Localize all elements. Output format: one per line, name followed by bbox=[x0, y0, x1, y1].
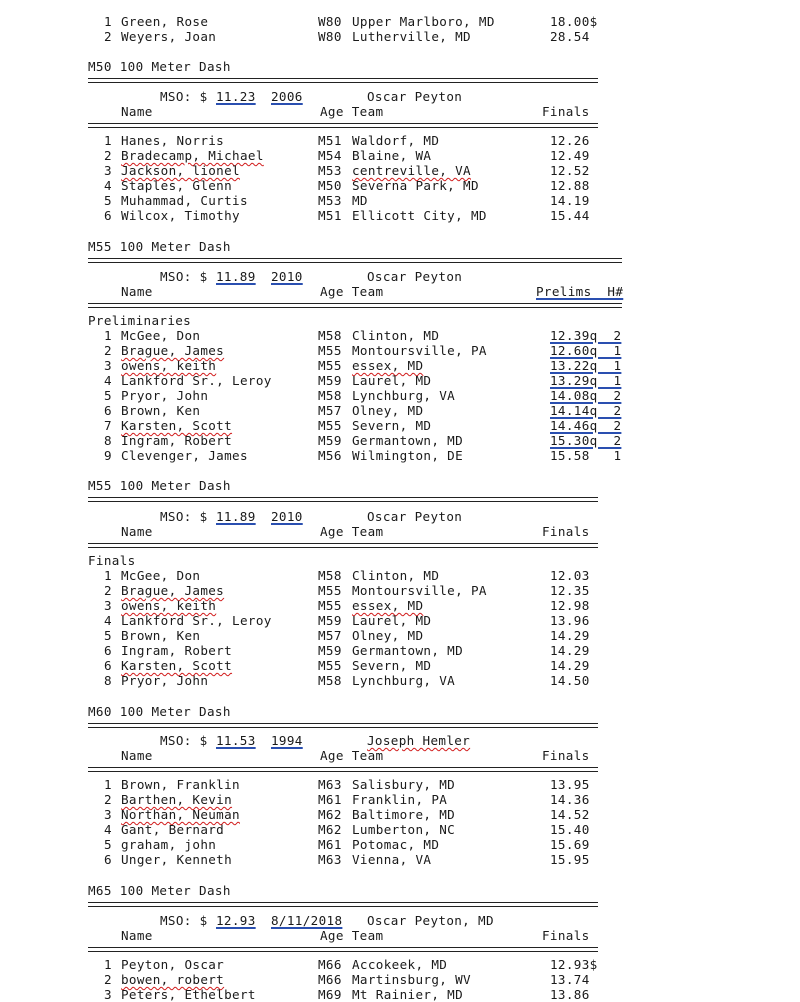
athlete-name: Karsten, Scott bbox=[121, 658, 233, 673]
double-rule-divider bbox=[88, 497, 598, 502]
athlete-name: Brague, James bbox=[121, 343, 225, 358]
result-mark: 14.50 bbox=[550, 673, 590, 688]
record-label: MSO: $ bbox=[160, 913, 208, 928]
age-group: M54 bbox=[318, 148, 342, 163]
age-group: M59 bbox=[318, 643, 342, 658]
column-header-age-team: Age Team bbox=[320, 284, 384, 299]
athlete-team: essex, MD bbox=[352, 598, 424, 613]
event-title: M60 100 Meter Dash bbox=[88, 704, 231, 719]
age-group: M63 bbox=[318, 852, 342, 867]
column-header-mark: Prelims H# bbox=[536, 284, 624, 299]
result-mark: 15.30q 2 bbox=[550, 433, 622, 448]
age-group: M53 bbox=[318, 193, 342, 208]
double-rule-divider bbox=[88, 767, 598, 772]
result-place: 3 bbox=[104, 987, 112, 1002]
result-place: 6 bbox=[104, 403, 112, 418]
result-place: 5 bbox=[104, 193, 112, 208]
result-mark: 12.03 bbox=[550, 568, 590, 583]
result-mark: 14.29 bbox=[550, 658, 590, 673]
result-mark: 15.95 bbox=[550, 852, 590, 867]
double-rule-divider bbox=[88, 723, 598, 728]
athlete-team: Baltimore, MD bbox=[352, 807, 456, 822]
athlete-team: Laurel, MD bbox=[352, 613, 432, 628]
athlete-name: Bradecamp, Michael bbox=[121, 148, 264, 163]
result-mark: 12.35 bbox=[550, 583, 590, 598]
athlete-team: Montoursville, PA bbox=[352, 343, 487, 358]
athlete-team: Salisbury, MD bbox=[352, 777, 456, 792]
result-mark: 12.49 bbox=[550, 148, 590, 163]
athlete-name: Clevenger, James bbox=[121, 448, 248, 463]
result-mark: 14.52 bbox=[550, 807, 590, 822]
athlete-name: Brown, Franklin bbox=[121, 777, 240, 792]
result-place: 7 bbox=[104, 418, 112, 433]
athlete-team: Blaine, WA bbox=[352, 148, 432, 163]
age-group: M62 bbox=[318, 807, 342, 822]
age-group: M55 bbox=[318, 358, 342, 373]
column-header-mark: Finals bbox=[542, 928, 590, 943]
athlete-name: Hanes, Norris bbox=[121, 133, 225, 148]
result-place: 4 bbox=[104, 822, 112, 837]
age-group: M58 bbox=[318, 328, 342, 343]
result-place: 6 bbox=[104, 208, 112, 223]
athlete-name: Brown, Ken bbox=[121, 628, 201, 643]
result-mark: 18.00$ bbox=[550, 14, 598, 29]
result-place: 6 bbox=[104, 852, 112, 867]
result-mark: 13.96 bbox=[550, 613, 590, 628]
result-place: 1 bbox=[104, 568, 112, 583]
result-mark: 14.29 bbox=[550, 628, 590, 643]
record-label: MSO: $ bbox=[160, 733, 208, 748]
result-mark: 12.26 bbox=[550, 133, 590, 148]
result-place: 3 bbox=[104, 358, 112, 373]
athlete-name: Pryor, John bbox=[121, 388, 209, 403]
age-group: M55 bbox=[318, 598, 342, 613]
column-header-mark: Finals bbox=[542, 524, 590, 539]
result-place: 2 bbox=[104, 29, 112, 44]
result-place: 2 bbox=[104, 583, 112, 598]
column-header-name: Name bbox=[121, 928, 153, 943]
age-group: M56 bbox=[318, 448, 342, 463]
result-place: 3 bbox=[104, 807, 112, 822]
column-header-name: Name bbox=[121, 524, 153, 539]
athlete-name: Staples, Glenn bbox=[121, 178, 233, 193]
age-group: M51 bbox=[318, 133, 342, 148]
age-group: M61 bbox=[318, 792, 342, 807]
event-title: M65 100 Meter Dash bbox=[88, 883, 231, 898]
result-place: 2 bbox=[104, 972, 112, 987]
athlete-team: Severn, MD bbox=[352, 658, 432, 673]
athlete-team: Clinton, MD bbox=[352, 328, 440, 343]
result-mark: 13.22q 1 bbox=[550, 358, 622, 373]
record-time: 11.53 bbox=[216, 733, 256, 748]
age-group: W80 bbox=[318, 29, 342, 44]
column-header-age-team: Age Team bbox=[320, 524, 384, 539]
athlete-name: owens, keith bbox=[121, 598, 217, 613]
result-place: 3 bbox=[104, 163, 112, 178]
event-title: M50 100 Meter Dash bbox=[88, 59, 231, 74]
column-header-name: Name bbox=[121, 284, 153, 299]
record-holder: Oscar Peyton bbox=[367, 269, 463, 284]
result-mark: 12.60q 1 bbox=[550, 343, 622, 358]
result-place: 4 bbox=[104, 373, 112, 388]
column-header-name: Name bbox=[121, 104, 153, 119]
athlete-team: Franklin, PA bbox=[352, 792, 448, 807]
result-place: 1 bbox=[104, 957, 112, 972]
record-label: MSO: $ bbox=[160, 89, 208, 104]
age-group: M55 bbox=[318, 658, 342, 673]
athlete-team: Wilmington, DE bbox=[352, 448, 464, 463]
record-holder: Joseph Hemler bbox=[367, 733, 471, 748]
result-mark: 12.52 bbox=[550, 163, 590, 178]
result-place: 8 bbox=[104, 673, 112, 688]
record-holder: Oscar Peyton, MD bbox=[367, 913, 494, 928]
athlete-name: Lankford Sr., Leroy bbox=[121, 373, 272, 388]
result-mark: 13.74 bbox=[550, 972, 590, 987]
athlete-team: Mt Rainier, MD bbox=[352, 987, 464, 1002]
result-place: 8 bbox=[104, 433, 112, 448]
age-group: M53 bbox=[318, 163, 342, 178]
athlete-team: Lynchburg, VA bbox=[352, 673, 456, 688]
athlete-name: Ingram, Robert bbox=[121, 643, 233, 658]
double-rule-divider bbox=[88, 258, 622, 263]
age-group: M58 bbox=[318, 568, 342, 583]
athlete-team: Severna Park, MD bbox=[352, 178, 479, 193]
age-group: M57 bbox=[318, 403, 342, 418]
double-rule-divider bbox=[88, 78, 598, 83]
athlete-team: Martinsburg, WV bbox=[352, 972, 471, 987]
athlete-team: essex, MD bbox=[352, 358, 424, 373]
athlete-name: Peters, Ethelbert bbox=[121, 987, 256, 1002]
result-mark: 13.86 bbox=[550, 987, 590, 1002]
athlete-name: McGee, Don bbox=[121, 328, 201, 343]
athlete-name: Muhammad, Curtis bbox=[121, 193, 248, 208]
athlete-team: Lutherville, MD bbox=[352, 29, 471, 44]
result-mark: 14.46q 2 bbox=[550, 418, 622, 433]
athlete-team: Laurel, MD bbox=[352, 373, 432, 388]
result-place: 1 bbox=[104, 133, 112, 148]
athlete-name: Unger, Kenneth bbox=[121, 852, 233, 867]
age-group: M59 bbox=[318, 613, 342, 628]
age-group: M69 bbox=[318, 987, 342, 1002]
athlete-name: Barthen, Kevin bbox=[121, 792, 233, 807]
athlete-name: Wilcox, Timothy bbox=[121, 208, 240, 223]
record-time: 12.93 bbox=[216, 913, 256, 928]
double-rule-divider bbox=[88, 303, 622, 308]
result-place: 1 bbox=[104, 14, 112, 29]
result-mark: 13.29q 1 bbox=[550, 373, 622, 388]
age-group: M50 bbox=[318, 178, 342, 193]
athlete-team: Accokeek, MD bbox=[352, 957, 448, 972]
record-date: 2006 bbox=[271, 89, 303, 104]
record-date: 2010 bbox=[271, 269, 303, 284]
result-mark: 13.95 bbox=[550, 777, 590, 792]
age-group: M61 bbox=[318, 837, 342, 852]
athlete-name: Peyton, Oscar bbox=[121, 957, 225, 972]
athlete-team: Waldorf, MD bbox=[352, 133, 440, 148]
athlete-name: Gant, Bernard bbox=[121, 822, 225, 837]
column-header-age-team: Age Team bbox=[320, 748, 384, 763]
event-title: M55 100 Meter Dash bbox=[88, 478, 231, 493]
record-date: 1994 bbox=[271, 733, 303, 748]
column-header-mark: Finals bbox=[542, 104, 590, 119]
result-place: 4 bbox=[104, 613, 112, 628]
age-group: M62 bbox=[318, 822, 342, 837]
age-group: M63 bbox=[318, 777, 342, 792]
athlete-team: Ellicott City, MD bbox=[352, 208, 487, 223]
result-place: 6 bbox=[104, 658, 112, 673]
athlete-team: Severn, MD bbox=[352, 418, 432, 433]
age-group: M59 bbox=[318, 433, 342, 448]
athlete-name: Brown, Ken bbox=[121, 403, 201, 418]
double-rule-divider bbox=[88, 123, 598, 128]
age-group: M51 bbox=[318, 208, 342, 223]
athlete-name: Weyers, Joan bbox=[121, 29, 217, 44]
column-header-mark: Finals bbox=[542, 748, 590, 763]
result-mark: 15.44 bbox=[550, 208, 590, 223]
athlete-team: Clinton, MD bbox=[352, 568, 440, 583]
record-time: 11.89 bbox=[216, 269, 256, 284]
round-label: Finals bbox=[88, 553, 136, 568]
event-title: M55 100 Meter Dash bbox=[88, 239, 231, 254]
athlete-name: owens, keith bbox=[121, 358, 217, 373]
athlete-name: Brague, James bbox=[121, 583, 225, 598]
athlete-team: Lynchburg, VA bbox=[352, 388, 456, 403]
column-header-name: Name bbox=[121, 748, 153, 763]
result-mark: 12.88 bbox=[550, 178, 590, 193]
column-header-age-team: Age Team bbox=[320, 104, 384, 119]
result-place: 2 bbox=[104, 148, 112, 163]
result-mark: 14.08q 2 bbox=[550, 388, 622, 403]
result-mark: 14.19 bbox=[550, 193, 590, 208]
age-group: M66 bbox=[318, 957, 342, 972]
record-label: MSO: $ bbox=[160, 269, 208, 284]
age-group: M55 bbox=[318, 583, 342, 598]
result-mark: 28.54 bbox=[550, 29, 590, 44]
result-place: 5 bbox=[104, 388, 112, 403]
result-place: 5 bbox=[104, 628, 112, 643]
athlete-team: Upper Marlboro, MD bbox=[352, 14, 495, 29]
record-date: 8/11/2018 bbox=[271, 913, 343, 928]
athlete-team: Germantown, MD bbox=[352, 433, 464, 448]
result-mark: 12.98 bbox=[550, 598, 590, 613]
athlete-team: Montoursville, PA bbox=[352, 583, 487, 598]
result-mark: 12.93$ bbox=[550, 957, 598, 972]
athlete-team: Lumberton, NC bbox=[352, 822, 456, 837]
result-place: 2 bbox=[104, 792, 112, 807]
age-group: W80 bbox=[318, 14, 342, 29]
result-place: 3 bbox=[104, 598, 112, 613]
result-mark: 14.36 bbox=[550, 792, 590, 807]
age-group: M66 bbox=[318, 972, 342, 987]
age-group: M55 bbox=[318, 418, 342, 433]
double-rule-divider bbox=[88, 947, 598, 952]
result-mark: 14.14q 2 bbox=[550, 403, 622, 418]
athlete-team: Olney, MD bbox=[352, 628, 424, 643]
record-time: 11.89 bbox=[216, 509, 256, 524]
age-group: M58 bbox=[318, 388, 342, 403]
athlete-team: MD bbox=[352, 193, 368, 208]
result-place: 1 bbox=[104, 328, 112, 343]
athlete-name: Karsten, Scott bbox=[121, 418, 233, 433]
athlete-team: Olney, MD bbox=[352, 403, 424, 418]
result-mark: 15.58 1 bbox=[550, 448, 622, 463]
athlete-name: bowen, robert bbox=[121, 972, 225, 987]
age-group: M59 bbox=[318, 373, 342, 388]
record-time: 11.23 bbox=[216, 89, 256, 104]
athlete-team: Vienna, VA bbox=[352, 852, 432, 867]
record-date: 2010 bbox=[271, 509, 303, 524]
age-group: M57 bbox=[318, 628, 342, 643]
result-place: 2 bbox=[104, 343, 112, 358]
result-mark: 15.69 bbox=[550, 837, 590, 852]
athlete-team: Germantown, MD bbox=[352, 643, 464, 658]
record-holder: Oscar Peyton bbox=[367, 89, 463, 104]
round-label: Preliminaries bbox=[88, 313, 192, 328]
age-group: M58 bbox=[318, 673, 342, 688]
athlete-team: Potomac, MD bbox=[352, 837, 440, 852]
age-group: M55 bbox=[318, 343, 342, 358]
result-place: 5 bbox=[104, 837, 112, 852]
athlete-name: Lankford Sr., Leroy bbox=[121, 613, 272, 628]
result-place: 6 bbox=[104, 643, 112, 658]
result-mark: 12.39q 2 bbox=[550, 328, 622, 343]
athlete-name: McGee, Don bbox=[121, 568, 201, 583]
athlete-name: Pryor, John bbox=[121, 673, 209, 688]
athlete-name: Green, Rose bbox=[121, 14, 209, 29]
athlete-team: centreville, VA bbox=[352, 163, 471, 178]
athlete-name: Ingram, Robert bbox=[121, 433, 233, 448]
result-mark: 15.40 bbox=[550, 822, 590, 837]
record-holder: Oscar Peyton bbox=[367, 509, 463, 524]
double-rule-divider bbox=[88, 902, 598, 907]
result-place: 9 bbox=[104, 448, 112, 463]
result-mark: 14.29 bbox=[550, 643, 590, 658]
athlete-name: graham, john bbox=[121, 837, 217, 852]
column-header-age-team: Age Team bbox=[320, 928, 384, 943]
record-label: MSO: $ bbox=[160, 509, 208, 524]
result-place: 1 bbox=[104, 777, 112, 792]
athlete-name: Jackson, lionel bbox=[121, 163, 240, 178]
athlete-name: Northan, Neuman bbox=[121, 807, 240, 822]
result-place: 4 bbox=[104, 178, 112, 193]
double-rule-divider bbox=[88, 543, 598, 548]
